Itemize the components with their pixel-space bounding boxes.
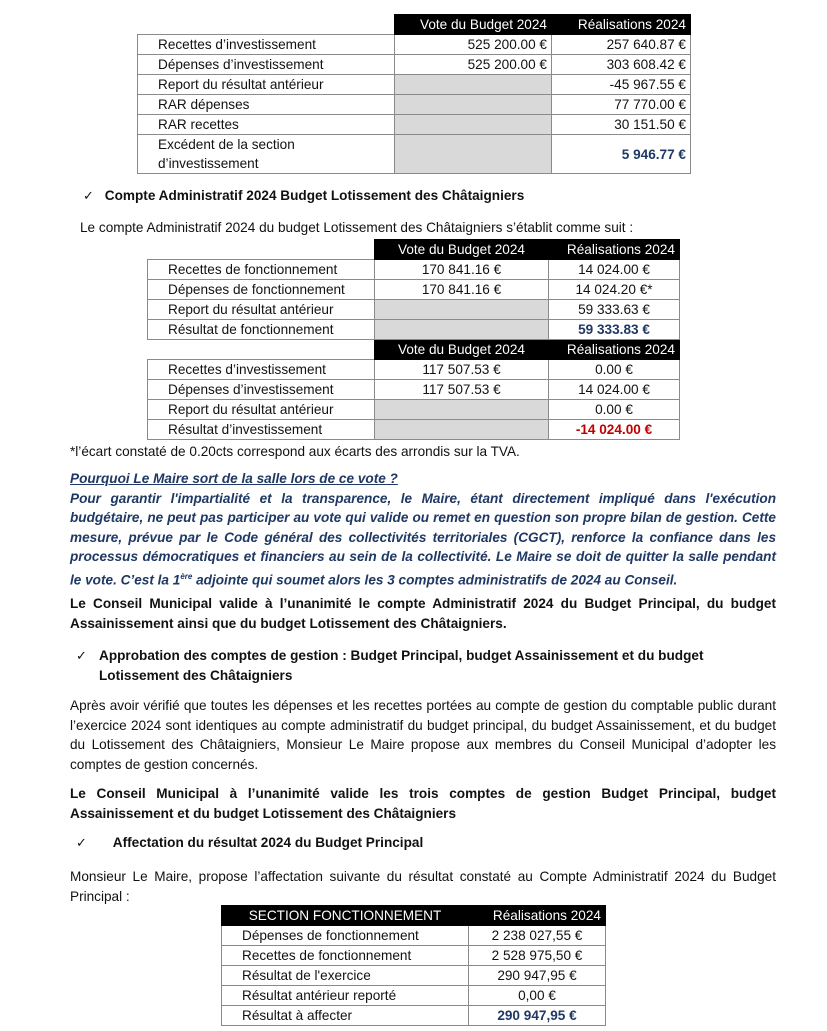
row-label: Report du résultat antérieur xyxy=(138,75,395,95)
row-label: Dépenses de fonctionnement xyxy=(222,926,469,946)
realisation-value: 0.00 € xyxy=(549,400,680,420)
table-row xyxy=(148,360,680,380)
row-label: Dépenses d’investissement xyxy=(138,55,395,75)
realisation-value: 14 024.00 € xyxy=(549,260,680,280)
section-title-lotissement xyxy=(83,188,524,204)
empty-gray-cell xyxy=(395,75,552,95)
vote-value: 525 200.00 € xyxy=(395,35,552,55)
decision-compte-administratif: Le Conseil Municipal valide à l’unanimité le compte Administratif 2024 du Budget Principal, du budget Assainissement ainsi que du budget Lotissement des Châtaigniers. xyxy=(70,596,776,631)
table-row xyxy=(222,966,606,986)
vote-value: 117 507.53 € xyxy=(375,360,549,380)
affectation-table xyxy=(221,905,606,1026)
maire-note-body: Pour garantir l'impartialité et la transparence, le Maire, étant directement impliqué dans l'exécution budgétaire, ne peut pas participer au vote qui valide ou remet en question son propre bilan de gestion. Cette mesure, prévue par le Code général des collectivités territoriales (CGCT), renforce la confiance dans les processus démocratiques et financiers au sein de la collectivité. Le Maire se doit de quitter la salle pendant le vote. C’est la 1 xyxy=(70,490,776,588)
section-title-text: Approbation des comptes de gestion : Budget Principal, budget Assainissement et du budget Lotissement des Châtaigniers xyxy=(99,648,704,683)
empty-gray-cell xyxy=(375,300,549,320)
column-header-vote: Vote du Budget 2024 xyxy=(375,340,549,360)
table-row xyxy=(148,320,680,340)
vote-value: 170 841.16 € xyxy=(375,280,549,300)
realisation-value: 14 024.20 €* xyxy=(549,280,680,300)
maire-note-question: Pourquoi Le Maire sort de la salle lors de ce vote ? xyxy=(70,471,398,486)
row-label: Résultat antérieur reporté xyxy=(222,986,469,1006)
realisation-value: 0.00 € xyxy=(549,360,680,380)
table-row xyxy=(148,260,680,280)
column-header-realisations: Réalisations 2024 xyxy=(469,906,606,926)
row-label: Recettes d’investissement xyxy=(148,360,375,380)
realisation-value: 2 238 027,55 € xyxy=(469,926,606,946)
empty-gray-cell xyxy=(375,400,549,420)
row-label: Recettes d’investissement xyxy=(138,35,395,55)
realisation-value: 290 947,95 € xyxy=(469,966,606,986)
resultat-investissement-value: -14 024.00 € xyxy=(549,420,680,440)
row-label: Résultat d’investissement xyxy=(148,420,375,440)
table-row xyxy=(148,400,680,420)
table-row xyxy=(222,1006,606,1026)
realisation-value: 0,00 € xyxy=(469,986,606,1006)
table-row xyxy=(138,135,691,174)
realisation-value: 303 608.42 € xyxy=(552,55,691,75)
checkmark-icon: ✓ xyxy=(83,188,94,203)
row-label: RAR recettes xyxy=(138,115,395,135)
column-header-realisations: Réalisations 2024 xyxy=(549,240,680,260)
empty-gray-cell xyxy=(395,115,552,135)
table-row xyxy=(222,986,606,1006)
gestion-body: Après avoir vérifié que toutes les dépenses et les recettes portées au compte de gestion du comptable public durant l’exercice 2024 sont identiques au compte administratif du budget principal, du budget Assainissement, et du budget du Lotissement des Châtaigniers, Monsieur Le Maire propose aux membres du Conseil Municipal d’adopter les comptes de gestion concernés. xyxy=(70,698,776,772)
row-label xyxy=(138,135,395,174)
maire-note-sup: ère xyxy=(180,571,193,581)
footnote: *l’écart constaté de 0.20cts correspond aux écarts des arrondis sur la TVA. xyxy=(70,444,520,459)
row-label: Report du résultat antérieur xyxy=(148,300,375,320)
maire-note xyxy=(70,469,776,590)
row-label: Recettes de fonctionnement xyxy=(222,946,469,966)
row-label: Report du résultat antérieur xyxy=(148,400,375,420)
table-header-row xyxy=(222,906,606,926)
resultat-a-affecter-value: 290 947,95 € xyxy=(469,1006,606,1026)
realisation-value: 30 151.50 € xyxy=(552,115,691,135)
row-label-line1: Excédent de la section xyxy=(158,137,295,152)
checkmark-icon: ✓ xyxy=(76,835,87,850)
realisation-value: 59 333.63 € xyxy=(549,300,680,320)
section-title-gestion xyxy=(76,646,776,685)
checkmark-icon: ✓ xyxy=(76,648,87,663)
table-row xyxy=(138,55,691,75)
maire-note-body-end: adjointe qui soumet alors les 3 comptes administratifs de 2024 au Conseil. xyxy=(192,572,678,588)
lotissement-fonctionnement-table xyxy=(147,239,680,440)
row-label: Dépenses d’investissement xyxy=(148,380,375,400)
row-label: RAR dépenses xyxy=(138,95,395,115)
vote-value: 117 507.53 € xyxy=(375,380,549,400)
section-title-affectation xyxy=(76,835,423,851)
row-label: Dépenses de fonctionnement xyxy=(148,280,375,300)
table-header-row xyxy=(148,240,680,260)
table-header-row xyxy=(138,15,691,35)
column-header-vote: Vote du Budget 2024 xyxy=(395,15,552,35)
realisation-value: 77 770.00 € xyxy=(552,95,691,115)
empty-gray-cell xyxy=(395,135,552,174)
empty-gray-cell xyxy=(375,420,549,440)
table-row xyxy=(148,300,680,320)
column-header-section: SECTION FONCTIONNEMENT xyxy=(222,906,469,926)
row-label: Résultat de l'exercice xyxy=(222,966,469,986)
table-row xyxy=(148,420,680,440)
resultat-fonctionnement-value: 59 333.83 € xyxy=(549,320,680,340)
table-row xyxy=(148,380,680,400)
row-label: Résultat à affecter xyxy=(222,1006,469,1026)
realisation-value: 14 024.00 € xyxy=(549,380,680,400)
table-header-row xyxy=(148,340,680,360)
table-row xyxy=(138,115,691,135)
table-row xyxy=(148,280,680,300)
empty-gray-cell xyxy=(375,320,549,340)
section-title-text: Compte Administratif 2024 Budget Lotissement des Châtaigniers xyxy=(104,188,525,203)
empty-gray-cell xyxy=(395,95,552,115)
table-row xyxy=(138,75,691,95)
decision-gestion: Le Conseil Municipal à l’unanimité valide les trois comptes de gestion Budget Principal, budget Assainissement et du budget Lotissement des Châtaigniers xyxy=(70,786,776,821)
row-label: Recettes de fonctionnement xyxy=(148,260,375,280)
row-label: Résultat de fonctionnement xyxy=(148,320,375,340)
vote-value: 170 841.16 € xyxy=(375,260,549,280)
affectation-intro: Monsieur Le Maire, propose l’affectation suivante du résultat constaté au Compte Administratif 2024 du Budget Principal : xyxy=(70,869,776,904)
realisation-value: 257 640.87 € xyxy=(552,35,691,55)
table-row xyxy=(222,926,606,946)
column-header-realisations: Réalisations 2024 xyxy=(549,340,680,360)
vote-value: 525 200.00 € xyxy=(395,55,552,75)
excedent-value: 5 946.77 € xyxy=(552,135,691,174)
realisation-value: -45 967.55 € xyxy=(552,75,691,95)
table-row xyxy=(138,95,691,115)
section-title-text: Affectation du résultat 2024 du Budget Principal xyxy=(112,835,424,850)
investment-table xyxy=(137,14,691,174)
lotissement-intro: Le compte Administratif 2024 du budget Lotissement des Châtaigniers s’établit comme suit : xyxy=(80,220,634,235)
column-header-vote: Vote du Budget 2024 xyxy=(375,240,549,260)
table-row xyxy=(222,946,606,966)
realisation-value: 2 528 975,50 € xyxy=(469,946,606,966)
row-label-line2: d’investissement xyxy=(158,156,259,171)
column-header-realisations: Réalisations 2024 xyxy=(552,15,691,35)
table-row xyxy=(138,35,691,55)
